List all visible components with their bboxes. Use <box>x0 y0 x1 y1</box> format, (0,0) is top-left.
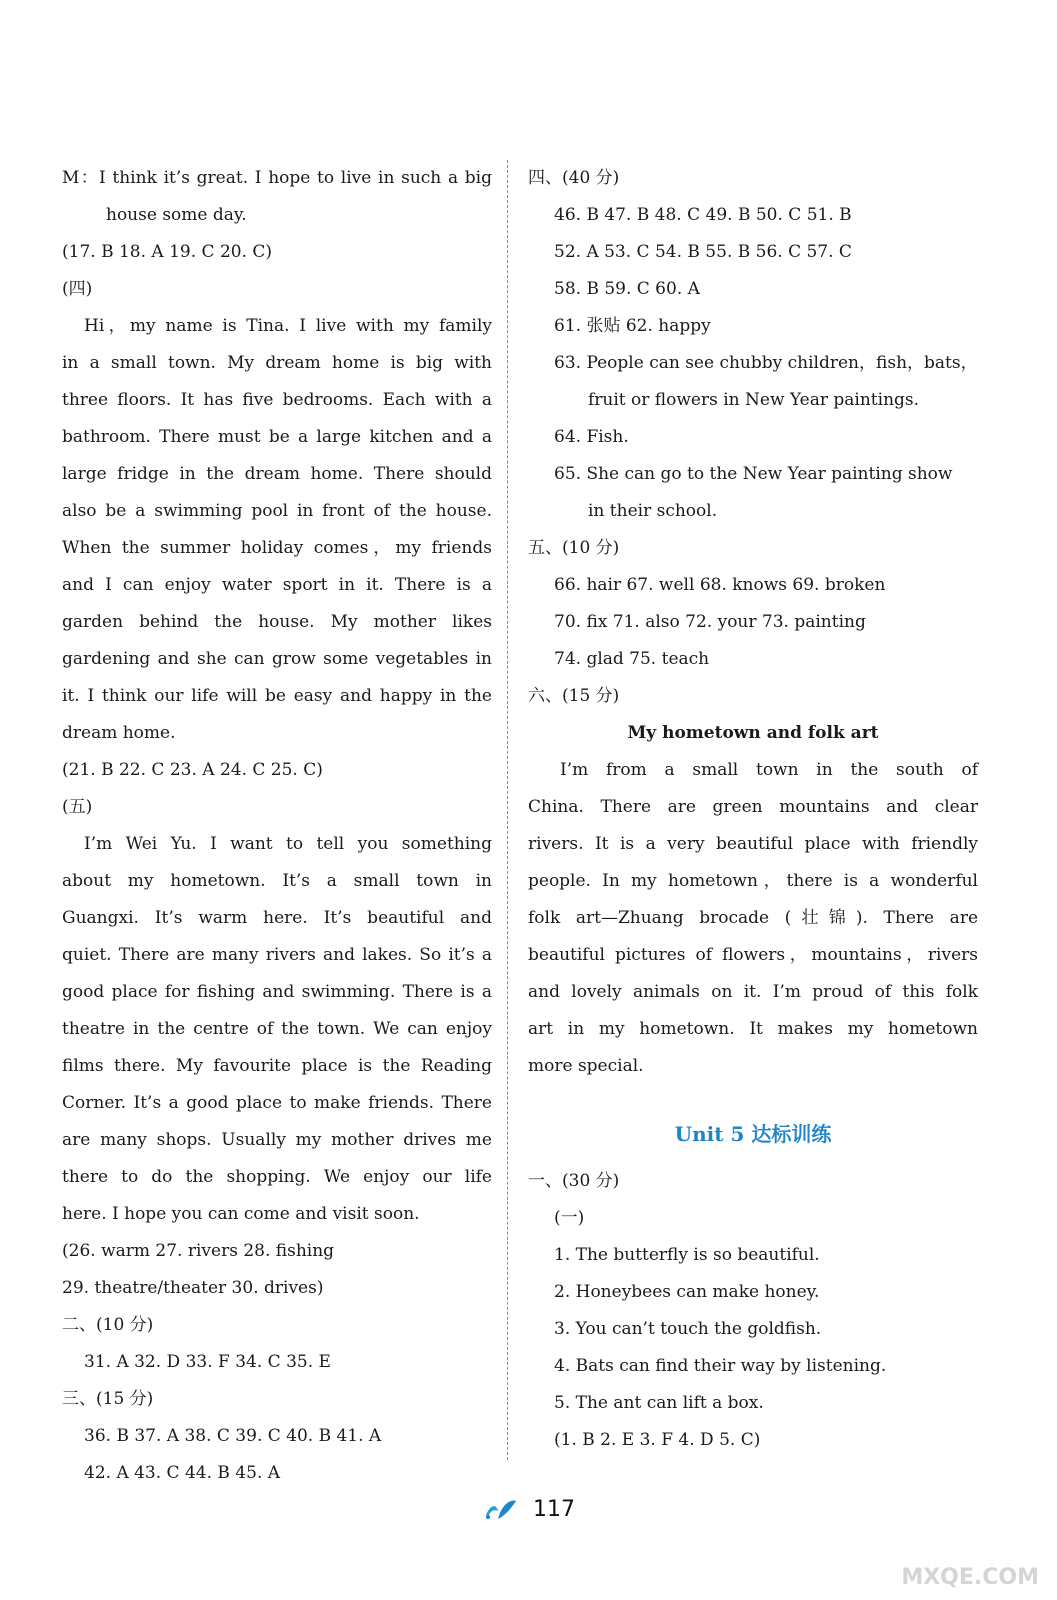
essay-title: My hometown and folk art <box>627 723 879 743</box>
text-line: 29. theatre/theater 30. drives) <box>62 1278 324 1298</box>
text-line: gardening and she can grow some vegetables in <box>62 649 492 669</box>
unit-title: Unit 5 达标训练 <box>674 1122 832 1146</box>
text-line: 70. fix 71. also 72. your 73. painting <box>554 612 866 632</box>
text-line: (17. B 18. A 19. C 20. C) <box>62 242 273 262</box>
text-line: M：I think it’s great. I hope to live in such a big <box>62 168 492 188</box>
text-line: three floors. It has five bedrooms. Each with a <box>62 390 492 410</box>
text-line: in a small town. My dream home is big with <box>62 353 492 373</box>
text-line: 三、(15 分) <box>62 1389 154 1409</box>
text-line: dream home. <box>62 723 176 743</box>
leaf-ornament-icon <box>482 1497 518 1523</box>
text-line: 52. A 53. C 54. B 55. B 56. C 57. C <box>554 242 852 262</box>
text-line: 四、(40 分) <box>528 168 620 188</box>
text-line: 74. glad 75. teach <box>554 649 710 669</box>
text-line: (一) <box>554 1208 585 1228</box>
text-line: 42. A 43. C 44. B 45. A <box>84 1463 281 1483</box>
text-line: Corner. It’s a good place to make friends. There <box>62 1093 492 1113</box>
text-line: 61. 张贴 62. happy <box>554 316 711 336</box>
text-line: 63. People can see chubby children，fish，bats， <box>554 353 978 373</box>
text-line: Guangxi. It’s warm here. It’s beautiful and <box>62 908 492 928</box>
text-line: 58. B 59. C 60. A <box>554 279 700 299</box>
essay-line: rivers. It is a very beautiful place with friendly <box>528 834 978 854</box>
text-line: house some day. <box>106 205 247 225</box>
text-line: fruit or flowers in New Year paintings. <box>588 390 920 410</box>
text-line: here. I hope you can come and visit soon. <box>62 1204 420 1224</box>
essay-line: art in my hometown. It makes my hometown <box>528 1019 978 1039</box>
page-number: 117 <box>533 1497 575 1522</box>
text-line: 64. Fish. <box>554 427 629 447</box>
text-line: in their school. <box>588 501 718 521</box>
text-line: (21. B 22. C 23. A 24. C 25. C) <box>62 760 323 780</box>
essay-line: and lovely animals on it. I’m proud of this folk <box>528 982 978 1002</box>
text-line: good place for fishing and swimming. There is a <box>62 982 492 1002</box>
essay-line: China. There are green mountains and clear <box>528 797 978 817</box>
text-line: also be a swimming pool in front of the house. <box>62 501 492 521</box>
right-column <box>528 160 978 1459</box>
text-line: garden behind the house. My mother likes <box>62 612 492 632</box>
text-line: 六、(15 分) <box>528 686 620 706</box>
left-column <box>62 160 492 1492</box>
text-line: are many shops. Usually my mother drives me <box>62 1130 492 1150</box>
text-line: bathroom. There must be a large kitchen and a <box>62 427 492 447</box>
text-line: 五、(10 分) <box>528 538 620 558</box>
text-line: there to do the shopping. We enjoy our life <box>62 1167 492 1187</box>
text-line: it. I think our life will be easy and happy in the <box>62 686 492 706</box>
text-line: large fridge in the dream home. There should <box>62 464 492 484</box>
text-line: quiet. There are many rivers and lakes. So it’s a <box>62 945 492 965</box>
text-line: Hi，my name is Tina. I live with my family <box>84 316 492 336</box>
text-line: 一、(30 分) <box>528 1171 620 1191</box>
text-line: 1. The butterfly is so beautiful. <box>554 1245 820 1265</box>
text-line: (26. warm 27. rivers 28. fishing <box>62 1241 335 1261</box>
text-line: 2. Honeybees can make honey. <box>554 1282 820 1302</box>
text-line: (四) <box>62 279 93 299</box>
text-line: films there. My favourite place is the Reading <box>62 1056 492 1076</box>
text-line: about my hometown. It’s a small town in <box>62 871 492 891</box>
essay-line: I’m from a small town in the south of <box>560 760 978 780</box>
essay-line: beautiful pictures of flowers，mountains，rivers <box>528 945 978 965</box>
watermark-text: MXQE.COM <box>901 1565 1039 1590</box>
text-line: theatre in the centre of the town. We can enjoy <box>62 1019 492 1039</box>
essay-line: folk art—Zhuang brocade (壮锦). There are <box>528 908 978 928</box>
watermark <box>899 1518 1039 1590</box>
text-line: 66. hair 67. well 68. knows 69. broken <box>554 575 886 595</box>
text-line: 4. Bats can find their way by listening. <box>554 1356 887 1376</box>
text-line: and I can enjoy water sport in it. There is a <box>62 575 492 595</box>
text-line: 46. B 47. B 48. C 49. B 50. C 51. B <box>554 205 852 225</box>
text-line: 二、(10 分) <box>62 1315 154 1335</box>
essay-line: people. In my hometown，there is a wonderful <box>528 871 978 891</box>
text-line: (1. B 2. E 3. F 4. D 5. C) <box>554 1430 761 1450</box>
text-line: 31. A 32. D 33. F 34. C 35. E <box>84 1352 331 1372</box>
text-line: 5. The ant can lift a box. <box>554 1393 764 1413</box>
text-line: 65. She can go to the New Year painting show <box>554 464 953 484</box>
column-divider <box>507 160 508 1460</box>
essay-line: more special. <box>528 1056 644 1076</box>
text-line: When the summer holiday comes，my friends <box>62 538 492 558</box>
text-line: 36. B 37. A 38. C 39. C 40. B 41. A <box>84 1426 382 1446</box>
text-line: I’m Wei Yu. I want to tell you something <box>84 834 492 854</box>
text-line: 3. You can’t touch the goldfish. <box>554 1319 822 1339</box>
text-line: (五) <box>62 797 93 817</box>
